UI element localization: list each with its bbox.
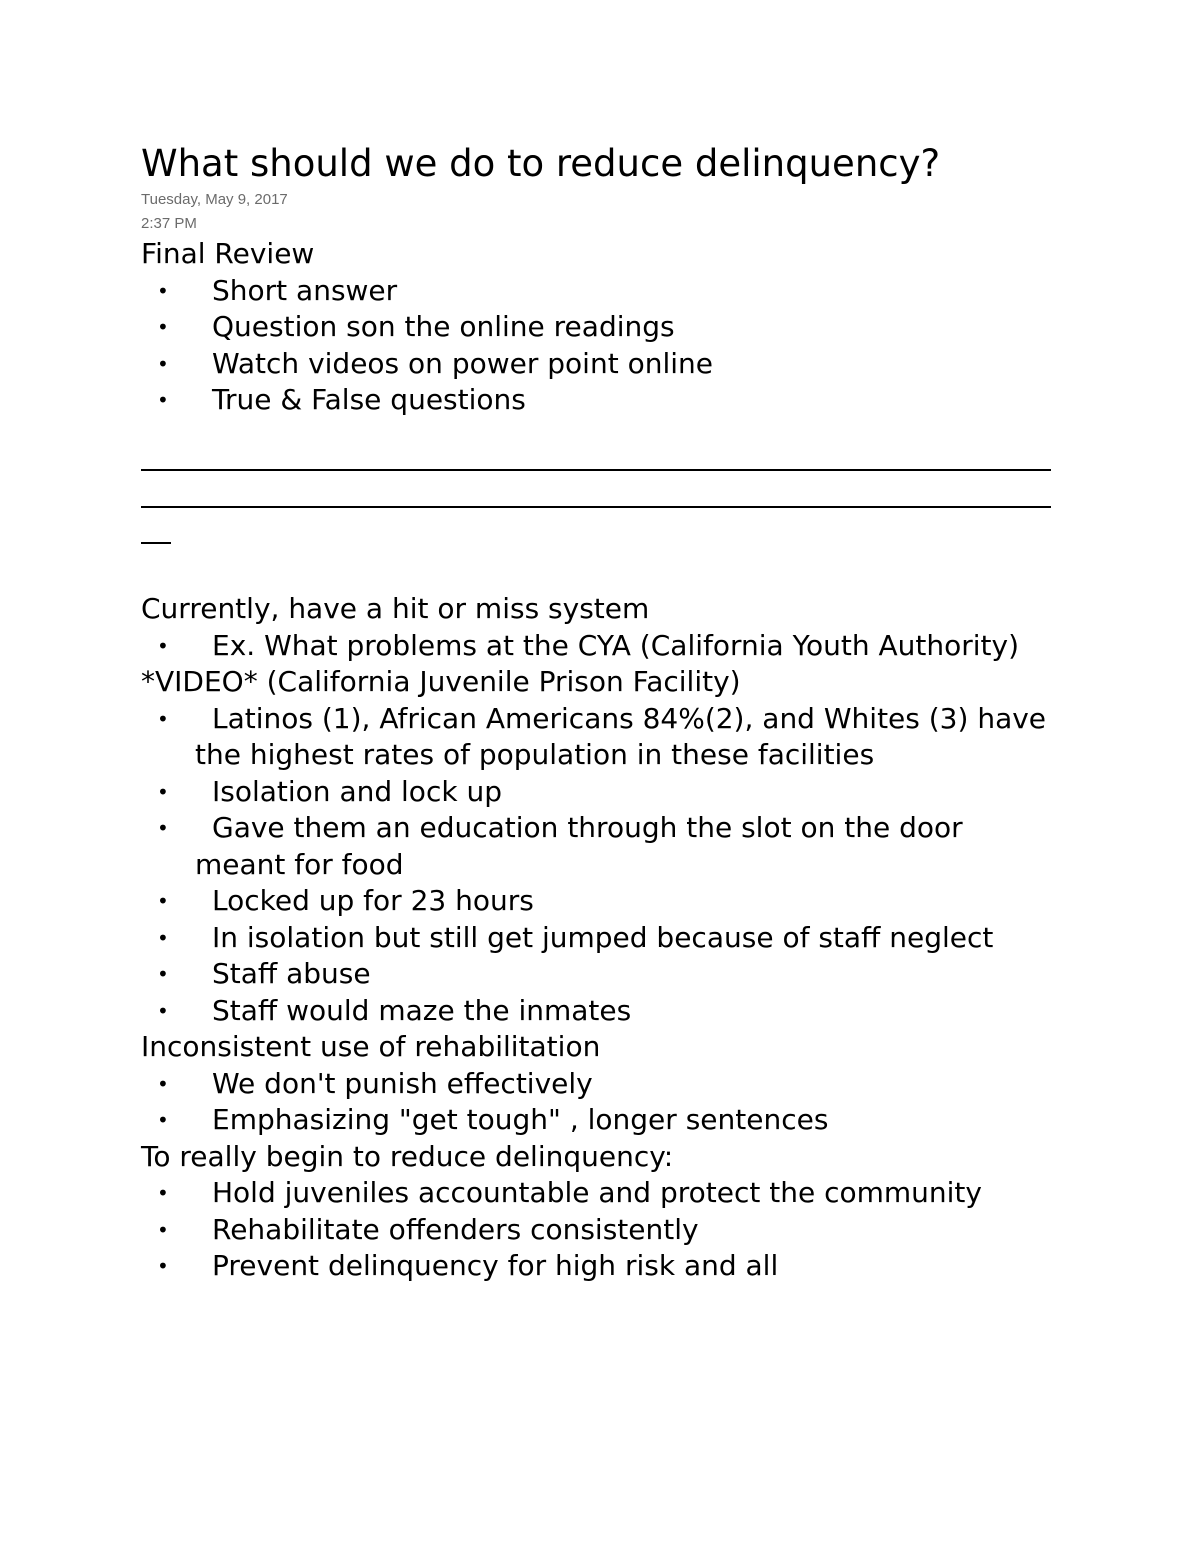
bullet-icon: •	[157, 1071, 169, 1096]
separator-line	[141, 518, 1061, 555]
bullet-icon: •	[157, 779, 169, 804]
bullet-icon: •	[157, 315, 169, 339]
section-heading: Inconsistent use of rehabilitation	[141, 1030, 601, 1063]
list-item-text: Hold juveniles accountable and protect the community	[212, 1176, 982, 1209]
list-item	[141, 346, 1061, 383]
section-heading: Currently, have a hit or miss system	[141, 592, 650, 625]
section-inconsistent-rehabilitation	[141, 1029, 1061, 1139]
list-item-text: Latinos (1), African Americans 84%(2), and Whites (3) have the highest rates of population in these facilities	[195, 701, 1047, 771]
bullet-list	[141, 273, 1061, 419]
list-item	[141, 1175, 1061, 1212]
list-item	[141, 883, 1061, 920]
section-reduce-delinquency	[141, 1139, 1061, 1285]
section-hit-or-miss	[141, 591, 1061, 664]
list-item-text: Isolation and lock up	[212, 774, 502, 808]
list-item-text: Short answer	[212, 273, 398, 307]
bullet-icon: •	[157, 1254, 169, 1278]
list-item-text: Emphasizing "get tough" , longer sentences	[212, 1103, 829, 1136]
list-item	[141, 810, 1061, 883]
bullet-icon: •	[157, 925, 169, 950]
bullet-icon: •	[157, 388, 169, 412]
list-item-text: Watch videos on power point online	[212, 346, 713, 380]
list-item-text: Staff would maze the inmates	[212, 993, 632, 1027]
section-heading: Final Review	[141, 237, 315, 270]
list-item-text: Gave them an education through the slot on the door meant for food	[195, 811, 963, 881]
list-item	[141, 1248, 1061, 1285]
note-page	[141, 140, 1061, 1285]
bullet-icon: •	[157, 998, 169, 1023]
list-item	[141, 920, 1061, 957]
section-video	[141, 664, 1061, 1029]
list-item-text: Ex. What problems at the CYA (California Youth Authority)	[212, 628, 1019, 662]
list-item-text: True & False questions	[212, 383, 526, 416]
bullet-icon: •	[157, 889, 169, 913]
bullet-icon: •	[157, 706, 169, 731]
list-item	[141, 1066, 1061, 1103]
separator-lines	[141, 445, 1061, 555]
list-item-text: In isolation but still get jumped because of staff neglect	[212, 920, 994, 954]
list-item	[141, 628, 1061, 665]
list-item-text: We don't punish effectively	[212, 1066, 593, 1100]
separator-line	[141, 445, 1061, 482]
bullet-icon: •	[157, 1181, 169, 1205]
list-item-text: Staff abuse	[212, 957, 371, 990]
bullet-list	[141, 1066, 1061, 1139]
section-final-review	[141, 236, 1061, 419]
bullet-list	[141, 1175, 1061, 1285]
list-item	[141, 382, 1061, 419]
note-title: What should we do to reduce delinquency?	[141, 142, 941, 185]
note-time: 2:37 PM	[141, 215, 197, 232]
bullet-icon: •	[157, 1217, 169, 1242]
bullet-icon: •	[157, 351, 169, 376]
list-item-text: Rehabilitate offenders consistently	[212, 1212, 699, 1246]
section-heading: *VIDEO* (California Juvenile Prison Facility)	[141, 665, 741, 698]
bullet-icon: •	[157, 962, 169, 986]
bullet-icon: •	[157, 278, 169, 303]
list-item	[141, 273, 1061, 310]
list-item-text: Question son the online readings	[212, 310, 675, 343]
list-item	[141, 774, 1061, 811]
bullet-list	[141, 628, 1061, 665]
bullet-icon: •	[157, 816, 169, 840]
list-item-text: Prevent delinquency for high risk and all	[212, 1249, 779, 1282]
list-item-text: Locked up for 23 hours	[212, 884, 534, 917]
list-item	[141, 701, 1061, 774]
bullet-icon: •	[157, 1108, 169, 1132]
list-item	[141, 1212, 1061, 1249]
list-item	[141, 956, 1061, 993]
list-item	[141, 1102, 1061, 1139]
bullet-icon: •	[157, 633, 169, 658]
list-item	[141, 993, 1061, 1030]
section-heading: To really begin to reduce delinquency:	[141, 1139, 674, 1173]
bullet-list	[141, 701, 1061, 1030]
separator-line	[141, 481, 1061, 518]
list-item	[141, 309, 1061, 346]
note-date: Tuesday, May 9, 2017	[141, 191, 288, 208]
